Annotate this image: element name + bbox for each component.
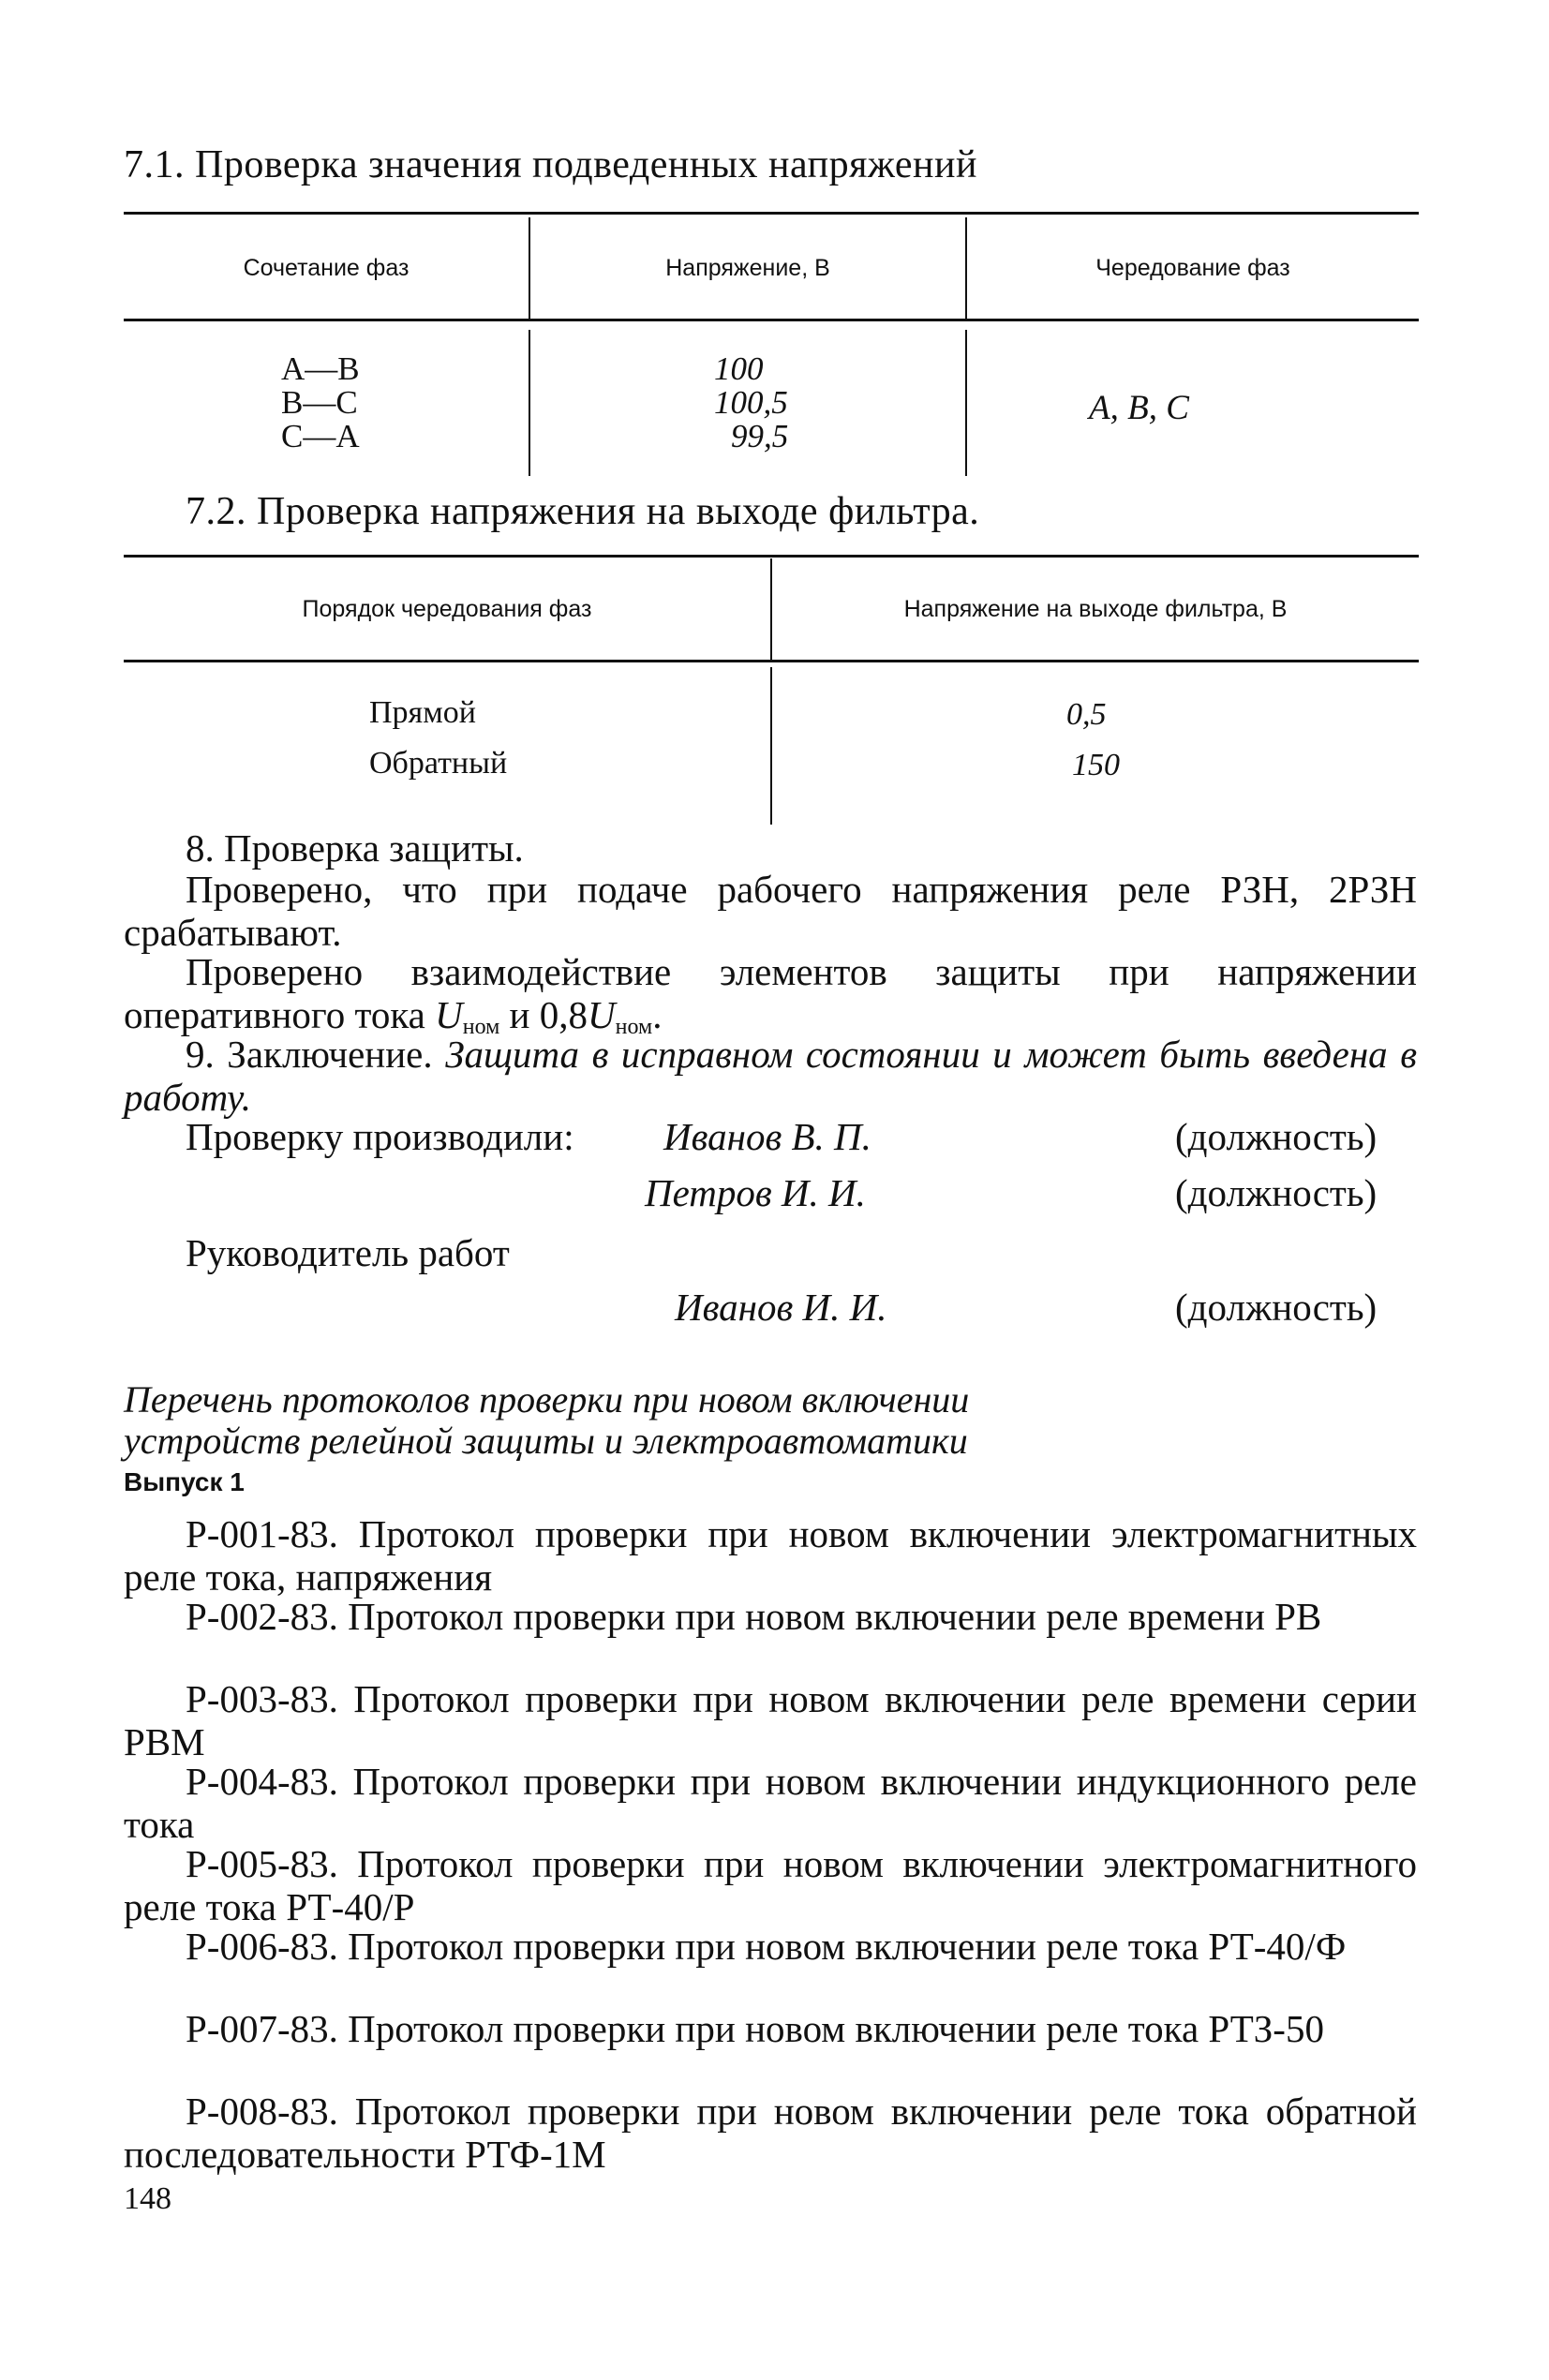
table-7-1-cell-voltage: 99,5 [731,418,789,454]
table-7-1-cell-phase: В—С [281,384,358,421]
checked-by-label: Проверку производили: [186,1115,574,1158]
list-issue: Выпуск 1 [124,1467,245,1496]
section-8-paragraph-1: Проверено, что при подаче рабочего напряжения реле РЗН, 2РЗН срабатывают. [124,868,1417,954]
table-7-2-top-rule [124,555,1419,558]
table-7-1-header-phases: Сочетание фаз [243,255,410,281]
table-7-1-vline-1b [529,330,530,476]
table-7-2-header-voltage: Напряжение на выходе фильтра, В [903,596,1288,622]
table-7-2-cell-voltage: 150 [1072,748,1120,782]
table-7-1-top-rule [124,212,1419,215]
section-8-paragraph-2: Проверено взаимодействие элементов защиты при напряжении оперативного тока $U_{ном}$ и $0,8U_{ном}$. [124,950,1417,1039]
table-7-2-cell-order: Прямой [369,695,476,730]
signature-name-3: Иванов И. И. [675,1286,887,1329]
table-7-1-cell-phase: А—В [281,350,360,387]
table-7-1-cell-rotation: А, В, С [1089,389,1189,427]
table-7-2-header-rule [124,660,1419,662]
page-number: 148 [124,2181,171,2216]
list-item: Р-002-83. Протокол проверки при новом включении реле времени РВ [186,1595,1322,1638]
list-item: Р-008-83. Протокол проверки при новом включении реле тока обратной последовательности РТФ-1М [124,2090,1417,2176]
table-7-2-cell-voltage: 0,5 [1066,697,1107,732]
table-7-1-cell-voltage: 100 [714,350,764,387]
list-title-line-2: устройств релейной защиты и электроавтоматики [124,1420,968,1462]
table-7-1-vline-2b [965,330,967,476]
signature-position-1: (должность) [1175,1115,1378,1158]
signature-position-3: (должность) [1175,1286,1378,1329]
signature-position-2: (должность) [1175,1171,1378,1214]
manager-label: Руководитель работ [186,1231,510,1274]
list-item: Р-007-83. Протокол проверки при новом включении реле тока РТЗ-50 [186,2007,1324,2050]
list-item: Р-006-83. Протокол проверки при новом включении реле тока РТ-40/Ф [186,1925,1347,1968]
table-7-1-cell-phase: С—А [281,418,360,454]
signature-name-1: Иванов В. П. [663,1115,871,1158]
signature-name-2: Петров И. И. [645,1171,866,1214]
u-nominal-symbol: U [435,993,463,1036]
section-9-conclusion: 9. Заключение. Защита в исправном состоянии и может быть введена в работу. [124,1033,1417,1119]
list-item: Р-005-83. Протокол проверки при новом включении электромагнитного реле тока РТ-40/Р [124,1842,1417,1928]
section-7-2-title: 7.2. Проверка напряжения на выходе фильтра. [186,490,980,533]
list-item: Р-003-83. Протокол проверки при новом включении реле времени серии РВМ [124,1677,1417,1763]
table-7-2-cell-order: Обратный [369,746,508,781]
section-7-1-title: 7.1. Проверка значения подведенных напряжений [124,143,977,186]
list-item: Р-004-83. Протокол проверки при новом включении индукционного реле тока [124,1760,1417,1846]
table-7-1-header-rule [124,319,1419,321]
table-7-1-header-voltage: Напряжение, В [665,255,830,281]
list-title-line-1: Перечень протоколов проверки при новом включении [124,1378,970,1421]
section-8-title: 8. Проверка защиты. [186,826,524,870]
table-7-2-vline-b [770,667,772,825]
list-item: Р-001-83. Протокол проверки при новом включении электромагнитных реле тока, напряжения [124,1512,1417,1599]
table-7-1-header-rotation: Чередование фаз [1095,255,1290,281]
table-7-1-cell-voltage: 100,5 [714,384,788,421]
table-7-2-header-order: Порядок чередования фаз [302,596,592,622]
